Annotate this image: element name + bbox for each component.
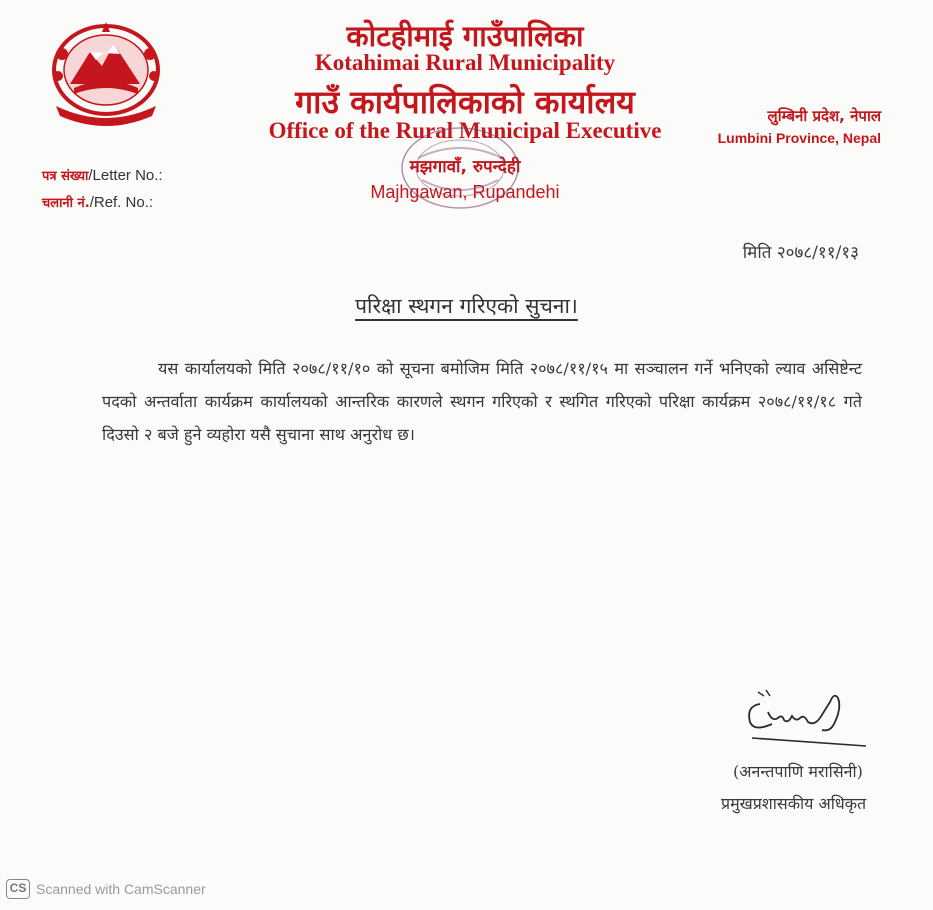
letter-number-label-en: /Letter No.: — [88, 167, 163, 184]
notice-title-text: परिक्षा स्थगन गरिएको सुचना। — [355, 294, 578, 318]
ref-number-label — [42, 193, 153, 211]
ref-number-label-en: /Ref. No.: — [89, 194, 154, 211]
signatory-name: (अनन्तपाणि मरासिनी) — [733, 762, 863, 781]
office-name-np: गाउँ कार्यपालिकाको कार्यालय — [295, 83, 635, 121]
scanner-watermark: Scanned with CamScanner — [36, 881, 206, 897]
province-en: Lumbini Province, Nepal — [717, 130, 881, 146]
nepal-emblem-logo — [40, 14, 172, 126]
letter-number-label — [42, 166, 163, 184]
ref-number-label-np: चलानी नं. — [42, 196, 90, 211]
notice-date: मिति २०७८/११/१३ — [742, 243, 859, 263]
location-np: मझगावाँ, रुपन्देही — [409, 157, 521, 177]
location-en: Majhgawan, Rupandehi — [370, 182, 560, 202]
office-stamp — [388, 118, 538, 218]
handwritten-signature — [738, 684, 878, 754]
letter-number-label-np: पत्र संख्या — [42, 169, 89, 184]
signatory-post: प्रमुखप्रशासकीय अधिकृत — [721, 794, 867, 813]
camscanner-logo-icon: CS — [6, 879, 30, 899]
notice-body: यस कार्यालयको मिति २०७८/११/१० को सूचना बमोजिम मिति २०७८/११/१५ मा सञ्चालन गर्ने भनिएको ल्याव असिष्टेन्ट पदको अन्तर्वाता कार्यक्रम कार्यालयको आन्तरिक कारणले स्थगन गरिएको र स्थगित गरिएको परिक्षा कार्यक्रम २०७८/११/१८ गते दिउसो २ बजे हुने व्यहोरा यसै सुचाना साथ अनुरोध छ। — [102, 359, 862, 444]
municipality-name-np: कोटहीमाई गाउँपालिका — [346, 19, 584, 53]
municipality-name-en: Kotahimai Rural Municipality — [314, 50, 616, 75]
office-name-en: Office of the Rural Municipal Executive — [268, 118, 662, 143]
province-np: लुम्बिनी प्रदेश, नेपाल — [767, 107, 881, 125]
notice-title — [0, 292, 933, 320]
